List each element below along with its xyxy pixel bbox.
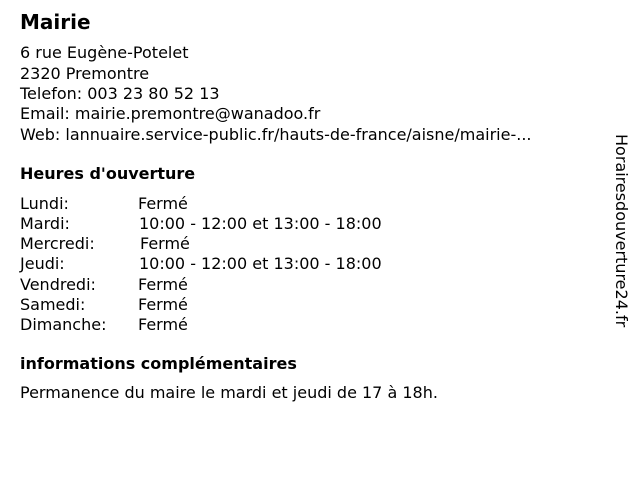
phone-line [20,84,220,104]
web-label: Web: [20,125,61,144]
day-hours: Fermé [138,315,188,334]
day-label: Mercredi: [20,234,95,253]
hours-heading: Heures d'ouverture [20,164,196,183]
address-city: 2320 Premontre [20,64,150,83]
phone-label: Telefon: [20,84,83,103]
site-watermark: Horairesdouverture24.fr [612,134,631,328]
email-link[interactable]: mairie.premontre@wanadoo.fr [74,104,321,123]
day-label: Jeudi: [20,254,65,273]
email-label: Email: [20,104,70,123]
day-label: Lundi: [20,194,69,213]
day-hours: Fermé [140,234,190,253]
day-hours: 10:00 - 12:00 et 13:00 - 18:00 [139,214,382,233]
day-label: Mardi: [20,214,70,233]
page-title: Mairie [20,10,91,34]
day-hours: Fermé [138,194,188,213]
web-link[interactable]: lannuaire.service-public.fr/hauts-de-france/aisne/mairie-... [65,125,532,144]
address-street: 6 rue Eugène-Potelet [20,43,189,62]
info-text: Permanence du maire le mardi et jeudi de 17 à 18h. [20,383,438,402]
info-heading: informations complémentaires [20,354,297,373]
web-line [20,125,532,145]
day-label: Dimanche: [20,315,107,334]
email-line [20,104,320,124]
day-hours: Fermé [138,295,188,314]
phone-number[interactable]: 003 23 80 52 13 [87,84,220,103]
day-hours: Fermé [138,275,188,294]
day-label: Samedi: [20,295,86,314]
day-hours: 10:00 - 12:00 et 13:00 - 18:00 [139,254,382,273]
day-label: Vendredi: [20,275,96,294]
